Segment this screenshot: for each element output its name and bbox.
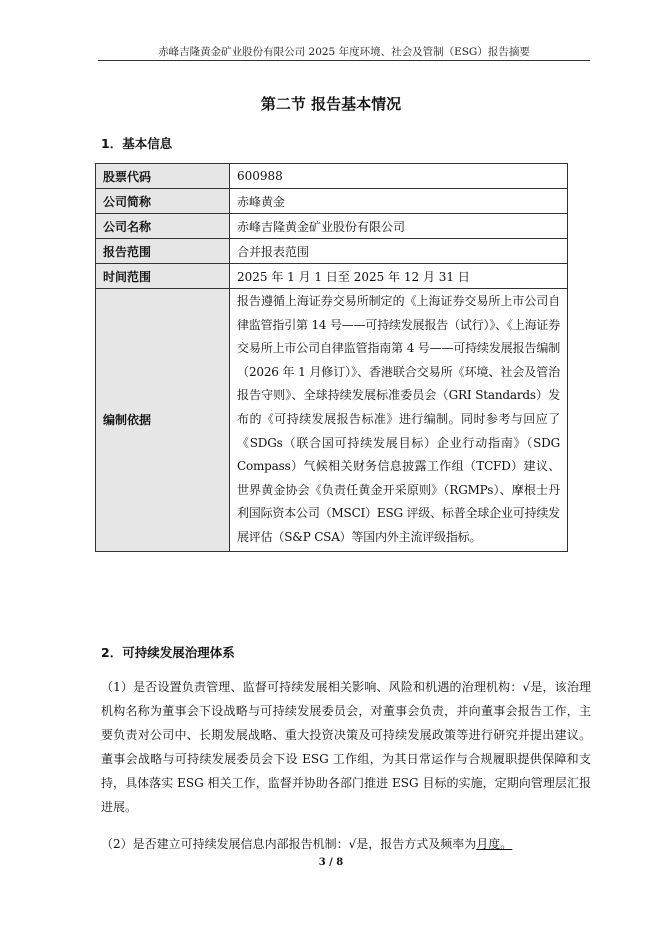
table-row <box>96 189 568 214</box>
row-label: 公司简称 <box>96 189 230 214</box>
row-label: 时间范围 <box>96 264 230 289</box>
basis-text: 报告遵循上海证券交易所制定的《上海证券交易所上市公司自律监管指引第 14 号——可持续发展报告（试行）》、《上海证券交易所上市公司自律监管指南第 4 号——可持续发展报告编制（2026 年 1 月修订）》、香港联合交易所《环境、社会及管治报告守则》、全球持续发展标准委员会（GRI Standards）发布的《可持续发展报告标准》进行编制。同时参考与回应了《SDGs（联合国可持续发展目标）企业行动指南》（SDG Compass）气候相关财务信息披露工作组（TCFD）建议、世界黄金协会《负责任黄金开采原则》（RGMPs）、摩根士丹利国际资本公司（MSCI）ESG 评级、标普全球企业可持续发展评估（S&P CSA）等国内外主流评级指标。 <box>230 289 568 552</box>
report-frequency: 月度。 <box>476 837 513 851</box>
table-row <box>96 289 568 552</box>
page-number: 3 / 8 <box>318 857 344 868</box>
page-header: 赤峰吉隆黄金矿业股份有限公司 2025 年度环境、社会及管制（ESG）报告摘要 <box>158 46 530 58</box>
basic-info-table <box>95 163 568 552</box>
row-value: 赤峰黄金 <box>230 189 568 214</box>
row-value: 2025 年 1 月 1 日至 2025 年 12 月 31 日 <box>230 264 568 289</box>
basic-info-heading: 1．基本信息 <box>101 136 173 151</box>
table-row <box>96 239 568 264</box>
governance-item-1: （1）是否设置负责管理、监督可持续发展相关影响、风险和机遇的治理机构：√是，该治理机构名称为董事会下设战略与可持续发展委员会，对董事会负责，并向董事会报告工作，主要负责对公司中、长期发展战略、重大投资决策及可持续发展政策等进行研究并提出建议。董事会战略与可持续发展委员会下设 ESG 工作组，为其日常运作与合规履职提供保障和支持，具体落实 ESG 相关工作，监督并协助各部门推进 ESG 目标的实施，定期向管理层汇报进展。 <box>101 680 591 814</box>
section-title: 第二节 报告基本情况 <box>260 95 402 113</box>
row-label: 公司名称 <box>96 214 230 239</box>
row-label: 报告范围 <box>96 239 230 264</box>
row-value: 合并报表范围 <box>230 239 568 264</box>
row-label: 股票代码 <box>96 164 230 189</box>
table-row <box>96 214 568 239</box>
governance-item-2 <box>101 832 591 856</box>
governance-heading: 2．可持续发展治理体系 <box>101 645 235 660</box>
basis-label: 编制依据 <box>96 289 230 552</box>
row-value: 赤峰吉隆黄金矿业股份有限公司 <box>230 214 568 239</box>
header-divider <box>98 60 590 61</box>
table-row <box>96 164 568 189</box>
governance-item-2-text: （2）是否建立可持续发展信息内部报告机制：√是，报告方式及频率为 <box>101 837 477 851</box>
table-row <box>96 264 568 289</box>
row-value: 600988 <box>230 164 568 189</box>
